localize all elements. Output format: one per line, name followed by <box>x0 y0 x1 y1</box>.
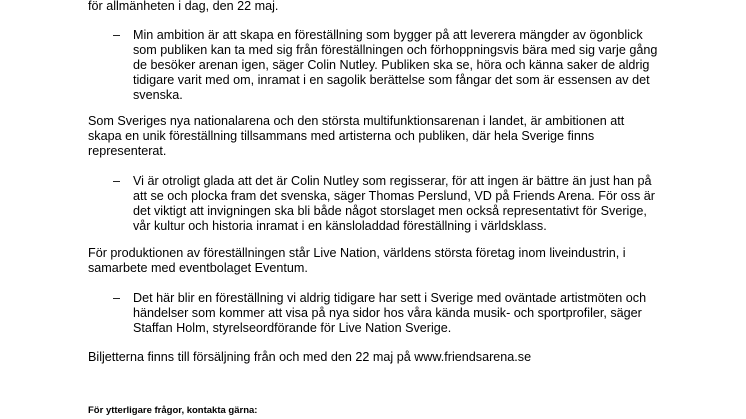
tickets-text: Biljetterna finns till försäljning från och med den 22 maj på www.friendsarena.se <box>88 350 532 364</box>
quote-line: Min ambition är att skapa en föreställning som bygger på att leverera mängder av ögonblick <box>133 28 643 42</box>
paragraph-line: För produktionen av föreställningen står Live Nation, världens största företag inom liveindustrin, i <box>88 246 626 260</box>
quote-line: vår kultur och historia inramat i en känsloladdad föreställning i världsklass. <box>133 219 547 233</box>
quote-line: det viktigt att invigningen ska bli både något storslaget men också representativt för Sverige, <box>133 204 647 218</box>
quote-line: att se och plocka fram det svenska, säger Thomas Perslund, VD på Friends Arena. För oss är <box>133 189 655 203</box>
quote-dash: – <box>113 291 121 305</box>
paragraph-line: representerat. <box>88 144 167 158</box>
quote-line: tidigare varit med om, inramat i en sagolik berättelse som fångar det som är essensen av det <box>133 73 650 87</box>
quote-line: som publiken kan ta med sig från föreställningen och förhoppningsvis bära med sig varje gång <box>133 43 658 57</box>
quote-line: Vi är otroligt glada att det är Colin Nutley som regisserar, för att ingen är bättre än just han på <box>133 174 652 188</box>
intro-tail-text: för allmänheten i dag, den 22 maj. <box>88 0 279 13</box>
quote-line: de besöker arenan igen, säger Colin Nutley. Publiken ska se, höra och känna saker de aldrig <box>133 58 650 72</box>
paragraph-line: Som Sveriges nya nationalarena och den största multifunktionsarenan i landet, är ambitionen att <box>88 114 625 128</box>
quote-dash: – <box>113 28 121 42</box>
paragraph-line: samarbete med eventbolaget Eventum. <box>88 261 308 275</box>
quote-line: svenska. <box>133 88 183 102</box>
quote-dash: – <box>113 174 121 188</box>
quote-line: Det här blir en föreställning vi aldrig tidigare har sett i Sverige med oväntade artistmöten och <box>133 291 647 305</box>
quote-line: Staffan Holm, styrelseordförande för Live Nation Sverige. <box>133 321 452 335</box>
quote-line: händelser som kommer att visa på nya sidor hos våra kända musik- och sportprofiler, säger <box>133 306 642 320</box>
contact-heading: För ytterligare frågor, kontakta gärna: <box>88 405 258 416</box>
paragraph-line: skapa en unik föreställning tillsammans med artisterna och publiken, där hela Sverige finns <box>88 129 595 143</box>
